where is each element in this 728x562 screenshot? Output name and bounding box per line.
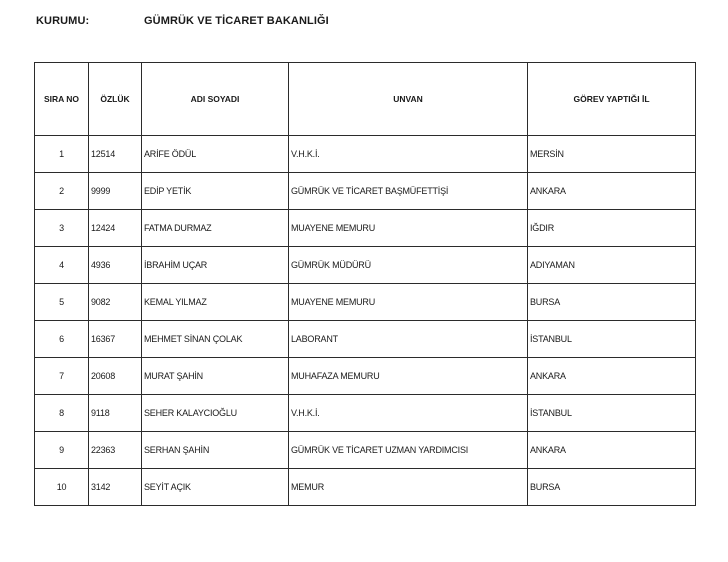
table-row bbox=[35, 284, 696, 321]
cell-sira-no: 4 bbox=[35, 247, 89, 284]
cell-il: İSTANBUL bbox=[528, 321, 696, 358]
cell-unvan: MEMUR bbox=[289, 469, 528, 506]
cell-il: MERSİN bbox=[528, 136, 696, 173]
column-header-unvan: UNVAN bbox=[289, 63, 528, 136]
cell-adi-soyadi: SEHER KALAYCIOĞLU bbox=[142, 395, 289, 432]
cell-unvan: LABORANT bbox=[289, 321, 528, 358]
cell-sira-no: 10 bbox=[35, 469, 89, 506]
cell-adi-soyadi: MEHMET SİNAN ÇOLAK bbox=[142, 321, 289, 358]
institution-name: GÜMRÜK VE TİCARET BAKANLIĞI bbox=[144, 15, 329, 27]
cell-il: ADIYAMAN bbox=[528, 247, 696, 284]
cell-ozluk: 16367 bbox=[89, 321, 142, 358]
column-header-gorev-yaptigi-il: GÖREV YAPTIĞI İL bbox=[528, 63, 696, 136]
cell-ozluk: 9082 bbox=[89, 284, 142, 321]
cell-ozluk: 9999 bbox=[89, 173, 142, 210]
table-row bbox=[35, 395, 696, 432]
cell-ozluk: 12424 bbox=[89, 210, 142, 247]
table-header-row bbox=[35, 63, 696, 136]
cell-unvan: V.H.K.İ. bbox=[289, 136, 528, 173]
column-header-adi-soyadi: ADI SOYADI bbox=[142, 63, 289, 136]
table-row bbox=[35, 210, 696, 247]
cell-il: IĞDIR bbox=[528, 210, 696, 247]
cell-adi-soyadi: KEMAL YILMAZ bbox=[142, 284, 289, 321]
cell-il: ANKARA bbox=[528, 358, 696, 395]
column-header-sira-no: SIRA NO bbox=[35, 63, 89, 136]
cell-adi-soyadi: SEYİT AÇIK bbox=[142, 469, 289, 506]
cell-il: ANKARA bbox=[528, 432, 696, 469]
cell-sira-no: 1 bbox=[35, 136, 89, 173]
cell-unvan: GÜMRÜK MÜDÜRÜ bbox=[289, 247, 528, 284]
personnel-table bbox=[34, 62, 696, 506]
cell-adi-soyadi: EDİP YETİK bbox=[142, 173, 289, 210]
cell-unvan: GÜMRÜK VE TİCARET BAŞMÜFETTİŞİ bbox=[289, 173, 528, 210]
cell-unvan: V.H.K.İ. bbox=[289, 395, 528, 432]
cell-adi-soyadi: ARİFE ÖDÜL bbox=[142, 136, 289, 173]
cell-adi-soyadi: FATMA DURMAZ bbox=[142, 210, 289, 247]
table-row bbox=[35, 173, 696, 210]
cell-sira-no: 8 bbox=[35, 395, 89, 432]
cell-ozluk: 12514 bbox=[89, 136, 142, 173]
cell-sira-no: 2 bbox=[35, 173, 89, 210]
table-row bbox=[35, 136, 696, 173]
cell-sira-no: 5 bbox=[35, 284, 89, 321]
cell-il: ANKARA bbox=[528, 173, 696, 210]
table-row bbox=[35, 432, 696, 469]
cell-il: BURSA bbox=[528, 469, 696, 506]
cell-ozluk: 3142 bbox=[89, 469, 142, 506]
cell-unvan: MUHAFAZA MEMURU bbox=[289, 358, 528, 395]
table-row bbox=[35, 321, 696, 358]
cell-unvan: MUAYENE MEMURU bbox=[289, 210, 528, 247]
cell-ozluk: 20608 bbox=[89, 358, 142, 395]
cell-sira-no: 6 bbox=[35, 321, 89, 358]
cell-ozluk: 9118 bbox=[89, 395, 142, 432]
table-row bbox=[35, 247, 696, 284]
cell-ozluk: 4936 bbox=[89, 247, 142, 284]
table-row bbox=[35, 358, 696, 395]
table-row bbox=[35, 469, 696, 506]
cell-sira-no: 3 bbox=[35, 210, 89, 247]
cell-unvan: MUAYENE MEMURU bbox=[289, 284, 528, 321]
cell-adi-soyadi: SERHAN ŞAHİN bbox=[142, 432, 289, 469]
cell-unvan: GÜMRÜK VE TİCARET UZMAN YARDIMCISI bbox=[289, 432, 528, 469]
cell-il: BURSA bbox=[528, 284, 696, 321]
cell-ozluk: 22363 bbox=[89, 432, 142, 469]
cell-sira-no: 7 bbox=[35, 358, 89, 395]
cell-il: İSTANBUL bbox=[528, 395, 696, 432]
column-header-ozluk: ÖZLÜK bbox=[89, 63, 142, 136]
cell-sira-no: 9 bbox=[35, 432, 89, 469]
cell-adi-soyadi: İBRAHİM UÇAR bbox=[142, 247, 289, 284]
cell-adi-soyadi: MURAT ŞAHİN bbox=[142, 358, 289, 395]
institution-label: KURUMU: bbox=[36, 15, 90, 27]
